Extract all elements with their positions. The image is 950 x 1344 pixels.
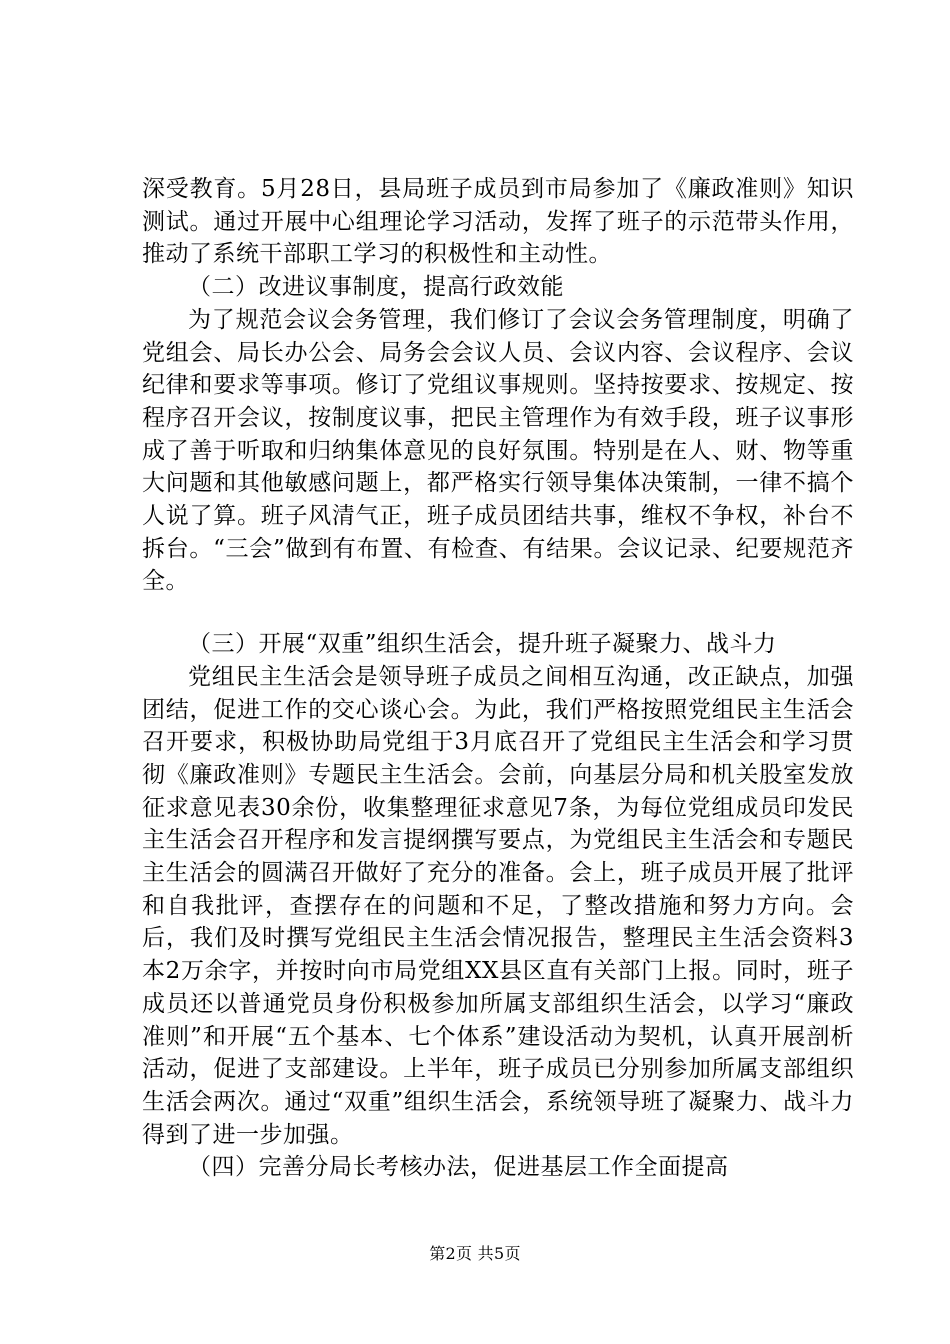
paragraph-continuation: 深受教育。5月28日，县局班子成员到市局参加了《廉政准则》知识测试。通过开展中心组理论学习活动，发挥了班子的示范带头作用，推动了系统干部职工学习的积极性和主动性。 [142, 176, 854, 268]
paragraph-meeting-rules: 为了规范会议会务管理，我们修订了会议会务管理制度，明确了党组会、局长办公会、局务会会议人员、会议内容、会议程序、会议纪律和要求等事项。修订了党组议事规则。坚持按要求、按规定、按程序召开会议，按制度议事，把民主管理作为有效手段，班子议事形成了善于听取和归纳集体意见的良好氛围。特别是在人、财、物等重大问题和其他敏感问题上，都严格实行领导集体决策制，一律不搞个人说了算。班子风清气正，班子成员团结共事，维权不争权，补台不拆台。“三会”做到有布置、有检查、有结果。会议记录、纪要规范齐全。 [142, 306, 854, 595]
document-body [142, 173, 854, 1184]
section-heading-4: （四）完善分局长考核办法，促进基层工作全面提高 [188, 1154, 729, 1181]
section-heading-2: （二）改进议事制度，提高行政效能 [188, 274, 564, 301]
paragraph-democratic-life: 党组民主生活会是领导班子成员之间相互沟通，改正缺点，加强团结，促进工作的交心谈心会。为此，我们严格按照党组民主生活会召开要求，积极协助局党组于3月底召开了党组民主生活会和学习贯彻《廉政准则》专题民主生活会。会前，向基层分局和机关股室发放征求意见表30余份，收集整理征求意见7条，为每位党组成员印发民主生活会召开程序和发言提纲撰写要点，为党组民主生活会和专题民主生活会的圆满召开做好了充分的准备。会上，班子成员开展了批评和自我批评，查摆存在的问题和不足，了整改措施和努力方向。会后，我们及时撰写党组民主生活会情况报告，整理民主生活会资料3本2万余字，并按时向市局党组XX县区直有关部门上报。同时，班子成员还以普通党员身份积极参加所属支部组织生活会，以学习“廉政准则”和开展“五个基本、七个体系”建设活动为契机，认真开展剖析活动，促进了支部建设。上半年，班子成员已分别参加所属支部组织生活会两次。通过“双重”组织生活会，系统领导班了凝聚力、战斗力得到了进一步加强。 [142, 663, 854, 1148]
paragraph-gap [142, 598, 854, 628]
section-heading-3: （三）开展“双重”组织生活会，提升班子凝聚力、战斗力 [188, 631, 777, 658]
page-footer: 第2页 共5页 [429, 1244, 521, 1263]
